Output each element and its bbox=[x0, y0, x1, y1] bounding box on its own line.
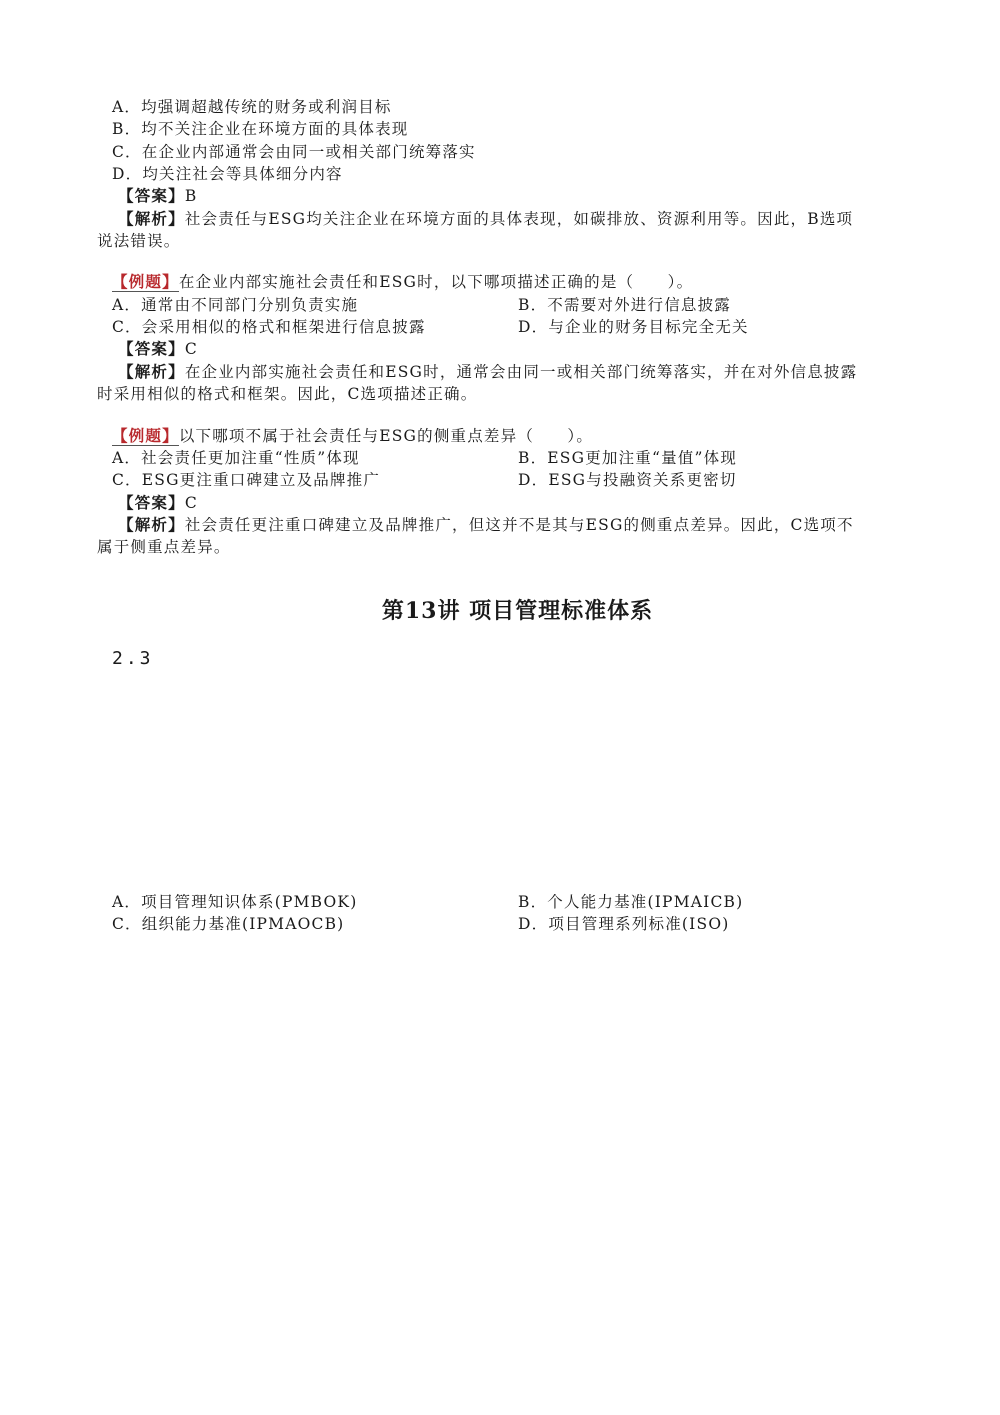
q3-analysis-text-2: 属于侧重点差异。 bbox=[97, 538, 231, 556]
q3-option-d: D．ESG与投融资关系更密切 bbox=[518, 471, 737, 489]
q4-option-d: D．项目管理系列标准(ISO) bbox=[518, 915, 730, 933]
q1-analysis-text-1: 社会责任与ESG均关注企业在环境方面的具体表现，如碳排放、资源利用等。因此，B选项 bbox=[184, 210, 854, 228]
q3-answer bbox=[118, 492, 198, 514]
q1-analysis-text-2: 说法错误。 bbox=[97, 232, 181, 250]
q1-option-a: A．均强调超越传统的财务或利润目标 bbox=[112, 98, 392, 116]
lecture-title: 第13讲 项目管理标准体系 bbox=[381, 598, 654, 624]
q1-option-b: B．均不关注企业在环境方面的具体表现 bbox=[112, 120, 409, 138]
q3-question bbox=[112, 425, 593, 447]
q3-option-b: B．ESG更加注重“量值”体现 bbox=[518, 449, 738, 467]
q1-analysis-label: 【解析】 bbox=[118, 209, 185, 228]
q4-option-b: B．个人能力基准(IPMAICB) bbox=[518, 893, 744, 911]
q3-analysis bbox=[118, 514, 854, 536]
q1-answer bbox=[118, 185, 197, 207]
q2-analysis bbox=[118, 361, 857, 383]
section-number: 2.3 bbox=[112, 648, 154, 669]
q3-example-tag: 【例题】 bbox=[112, 426, 179, 445]
q3-answer-label: 【答案】 bbox=[118, 493, 185, 512]
q3-analysis-text-1: 社会责任更注重口碑建立及品牌推广，但这并不是其与ESG的侧重点差异。因此，C选项不 bbox=[184, 516, 854, 534]
q1-answer-label: 【答案】 bbox=[118, 186, 185, 205]
q2-option-b: B．不需要对外进行信息披露 bbox=[518, 296, 731, 314]
q2-analysis-text-2: 时采用相似的格式和框架。因此，C选项描述正确。 bbox=[97, 385, 478, 403]
q2-option-c: C．会采用相似的格式和框架进行信息披露 bbox=[112, 318, 426, 336]
q3-option-a: A．社会责任更加注重“性质”体现 bbox=[112, 449, 360, 467]
q3-answer-value: C bbox=[184, 494, 198, 512]
q2-answer-value: C bbox=[184, 340, 198, 358]
q3-question-text: 以下哪项不属于社会责任与ESG的侧重点差异（ ）。 bbox=[178, 427, 594, 445]
q2-answer-label: 【答案】 bbox=[118, 339, 185, 358]
q3-option-c: C．ESG更注重口碑建立及品牌推广 bbox=[112, 471, 381, 489]
q4-option-c: C．组织能力基准(IPMAOCB) bbox=[112, 915, 345, 933]
q2-analysis-label: 【解析】 bbox=[118, 362, 185, 381]
q2-answer bbox=[118, 338, 198, 360]
q2-question-text: 在企业内部实施社会责任和ESG时，以下哪项描述正确的是（ ）。 bbox=[178, 273, 694, 291]
q2-option-d: D．与企业的财务目标完全无关 bbox=[518, 318, 749, 336]
q2-example-tag: 【例题】 bbox=[112, 272, 179, 291]
q1-option-c: C．在企业内部通常会由同一或相关部门统筹落实 bbox=[112, 143, 476, 161]
q2-question bbox=[112, 271, 693, 293]
q2-analysis-text-1: 在企业内部实施社会责任和ESG时，通常会由同一或相关部门统筹落实，并在对外信息披露 bbox=[184, 363, 858, 381]
q3-analysis-label: 【解析】 bbox=[118, 515, 185, 534]
q2-option-a: A．通常由不同部门分别负责实施 bbox=[112, 296, 359, 314]
q1-answer-value: B bbox=[184, 187, 198, 205]
q1-analysis bbox=[118, 208, 853, 230]
q1-option-d: D．均关注社会等具体细分内容 bbox=[112, 165, 343, 183]
q4-option-a: A．项目管理知识体系(PMBOK) bbox=[112, 893, 358, 911]
